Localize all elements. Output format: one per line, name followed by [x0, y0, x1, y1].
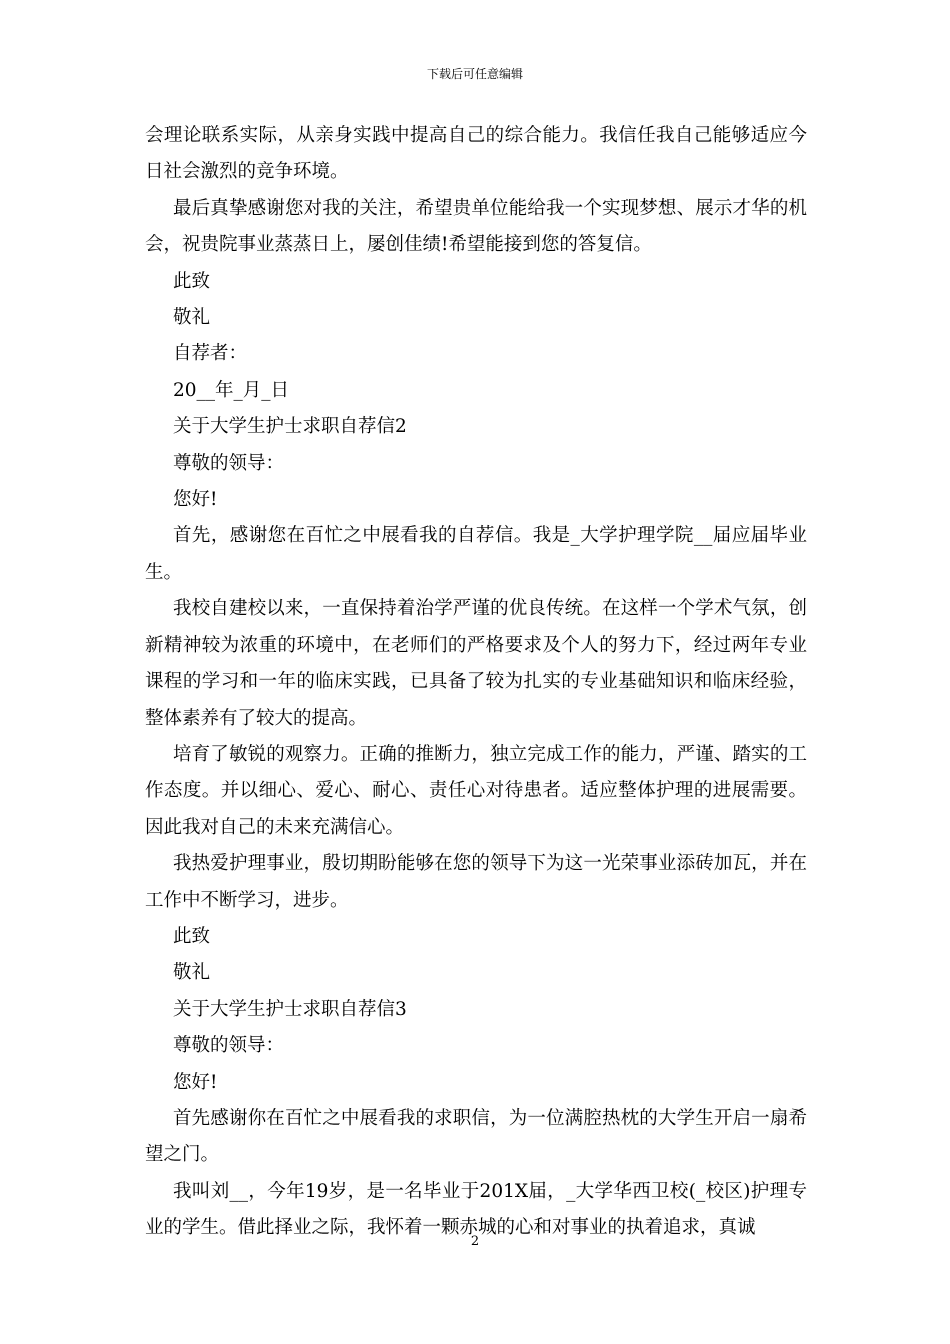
paragraph-thanks: 首先感谢你在百忙之中展看我的求职信，为一位满腔热枕的大学生开启一扇希望之门。	[145, 1107, 807, 1166]
date-line: 20__年_月_日	[173, 379, 290, 401]
salutation-jingli: 敬礼	[173, 307, 211, 329]
section-title-2: 关于大学生护士求职自荐信2	[173, 416, 407, 438]
salutation-jingli-2: 敬礼	[173, 962, 211, 984]
document-body	[145, 118, 807, 1247]
section-title-3: 关于大学生护士求职自荐信3	[173, 998, 407, 1020]
paragraph-school: 我校自建校以来，一直保持着治学严谨的优良传统。在这样一个学术气氛，创新精神较为浓重的环境中，在老师们的严格要求及个人的努力下，经过两年专业课程的学习和一年的临床实践，已具备了较为扎实的专业基础知识和临床经验，整体素养有了较大的提高。	[145, 598, 807, 729]
paragraph-continuation: 会理论联系实际，从亲身实践中提高自己的综合能力。我信任我自己能够适应今日社会激烈的竞争环境。	[145, 125, 807, 183]
paragraph-passion: 我热爱护理事业，殷切期盼能够在您的领导下为这一光荣事业添砖加瓦，并在工作中不断学习，进步。	[145, 853, 807, 911]
paragraph-self-intro: 我叫刘__，今年19岁，是一名毕业于201X届，_大学华西卫校(_校区)护理专业的学生。借此择业之际，我怀着一颗赤城的心和对事业的执着追求，真诚	[145, 1180, 807, 1239]
signature-label: 自荐者：	[173, 343, 248, 365]
greeting-recipient: 尊敬的领导：	[173, 452, 285, 474]
greeting-hello-2: 您好!	[173, 1071, 218, 1093]
paragraph-intro: 首先，感谢您在百忙之中展看我的自荐信。我是_大学护理学院__届应届毕业生。	[145, 525, 807, 583]
greeting-recipient-2: 尊敬的领导：	[173, 1035, 285, 1057]
greeting-hello: 您好!	[173, 489, 218, 511]
salutation-cizhi-2: 此致	[173, 925, 211, 947]
paragraph-abilities: 培育了敏锐的观察力。正确的推断力，独立完成工作的能力，严谨、踏实的工作态度。并以细心、爱心、耐心、责任心对待患者。适应整体护理的进展需要。因此我对自己的未来充满信心。	[145, 743, 807, 838]
page-header: 下载后可任意编辑	[426, 67, 523, 81]
page-number: 2	[470, 1234, 480, 1249]
salutation-cizhi: 此致	[173, 270, 211, 292]
paragraph-closing-thanks: 最后真挚感谢您对我的关注，希望贵单位能给我一个实现梦想、展示才华的机会，祝贵院事业蒸蒸日上，屡创佳绩!希望能接到您的答复信。	[145, 197, 807, 256]
